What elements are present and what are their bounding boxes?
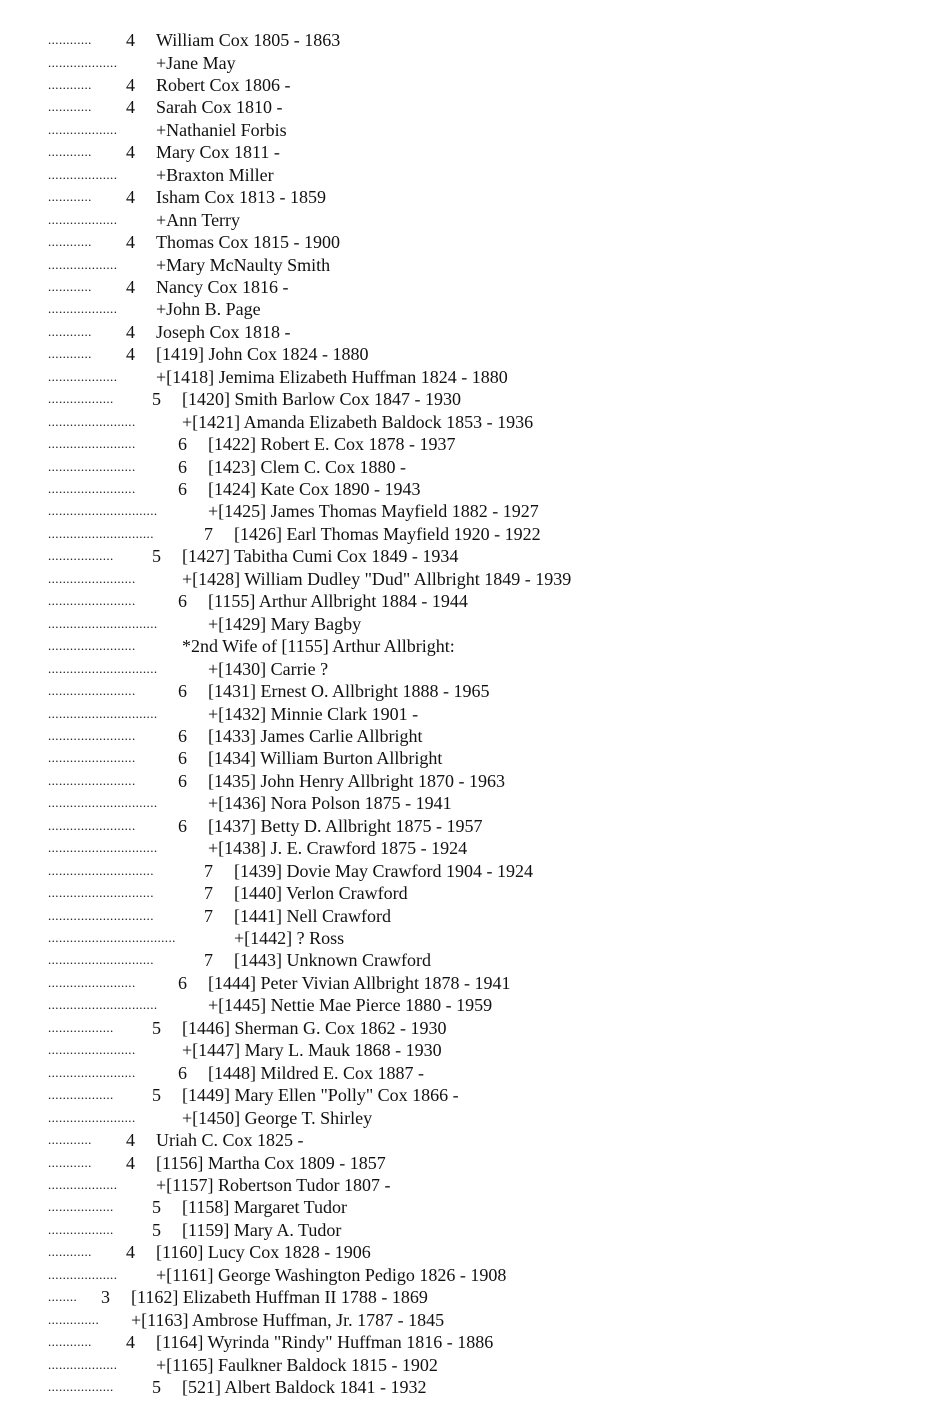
leader-dots: ........................ xyxy=(48,413,136,429)
descendant-row xyxy=(0,456,934,478)
leader-dots: ............ xyxy=(48,278,92,294)
leader-dots: ........................ xyxy=(48,1042,136,1058)
leader-dots: ............................. xyxy=(48,952,154,968)
descendant-row xyxy=(0,1017,934,1039)
spouse-name: +[1163] Ambrose Huffman, Jr. 1787 - 1845 xyxy=(131,1309,445,1330)
descendant-row xyxy=(0,96,934,118)
spouse-name: +Mary McNaulty Smith xyxy=(156,254,331,275)
leader-dots: ........................ xyxy=(48,974,136,990)
leader-dots: ................... xyxy=(48,1266,118,1282)
leader-dots: ................... xyxy=(48,54,118,70)
spouse-row xyxy=(0,298,934,320)
spouse-name: +[1430] Carrie ? xyxy=(208,658,329,679)
generation-number: 4 xyxy=(126,1242,135,1263)
spouse-row xyxy=(0,613,934,635)
generation-number: 6 xyxy=(178,1062,187,1083)
descendant-row xyxy=(0,321,934,343)
descendant-row xyxy=(0,74,934,96)
descendant-row xyxy=(0,1152,934,1174)
leader-dots: .............................. xyxy=(48,503,158,519)
leader-dots: .................. xyxy=(48,1379,114,1394)
descendant-row xyxy=(0,680,934,702)
descendant-row xyxy=(0,276,934,298)
leader-dots: ........................ xyxy=(48,772,136,788)
spouse-name: +[1161] George Washington Pedigo 1826 - 1908 xyxy=(156,1264,507,1285)
person-name: [1423] Clem C. Cox 1880 - xyxy=(208,456,406,477)
generation-number: 5 xyxy=(152,1377,161,1397)
leader-dots: ........................ xyxy=(48,727,136,743)
spouse-row xyxy=(0,994,934,1016)
generation-number: 6 xyxy=(178,591,187,612)
descendant-row xyxy=(0,141,934,163)
person-name: [1420] Smith Barlow Cox 1847 - 1930 xyxy=(182,389,461,410)
spouse-row xyxy=(0,1309,934,1331)
generation-number: 7 xyxy=(204,905,213,926)
spouse-row xyxy=(0,568,934,590)
descendant-row xyxy=(0,1219,934,1241)
generation-number: 5 xyxy=(152,1197,161,1218)
generation-number: 6 xyxy=(178,681,187,701)
generation-number: 6 xyxy=(178,972,187,993)
person-name: Uriah C. Cox 1825 - xyxy=(156,1130,304,1150)
leader-dots: ............................. xyxy=(48,862,154,878)
leader-dots: ............................. xyxy=(48,907,154,923)
person-name: [1164] Wyrinda "Rindy" Huffman 1816 - 1886 xyxy=(156,1332,494,1353)
leader-dots: ................... xyxy=(48,368,118,384)
generation-number: 5 xyxy=(152,546,161,567)
spouse-row xyxy=(0,927,934,949)
generation-number: 5 xyxy=(152,1017,161,1038)
generation-number: 4 xyxy=(126,142,135,163)
leader-dots: ............ xyxy=(48,189,92,205)
leader-dots: ............ xyxy=(48,346,92,362)
person-name: [1446] Sherman G. Cox 1862 - 1930 xyxy=(182,1017,447,1038)
spouse-name: +[1442] ? Ross xyxy=(234,928,345,948)
person-name: [1159] Mary A. Tudor xyxy=(182,1219,342,1240)
leader-dots: .............................. xyxy=(48,705,158,721)
leader-dots: ................... xyxy=(48,211,118,227)
leader-dots: ................................... xyxy=(48,930,176,945)
person-name: [1155] Arthur Allbright 1884 - 1944 xyxy=(208,591,468,612)
leader-dots: ........................ xyxy=(48,458,136,474)
spouse-row xyxy=(0,837,934,859)
descendant-row xyxy=(0,905,934,927)
spouse-row xyxy=(0,1107,934,1129)
generation-number: 4 xyxy=(126,344,135,365)
leader-dots: ............ xyxy=(48,99,92,115)
person-name: [1419] John Cox 1824 - 1880 xyxy=(156,344,369,365)
leader-dots: ................... xyxy=(48,166,118,182)
person-name: [1444] Peter Vivian Allbright 1878 - 1941 xyxy=(208,972,511,993)
generation-number: 3 xyxy=(101,1287,110,1308)
descendant-row xyxy=(0,972,934,994)
spouse-name: +[1450] George T. Shirley xyxy=(182,1107,373,1128)
person-name: [1158] Margaret Tudor xyxy=(182,1197,347,1218)
descendant-row xyxy=(0,882,934,904)
spouse-name: +[1157] Robertson Tudor 1807 - xyxy=(156,1175,391,1195)
spouse-row xyxy=(0,635,934,657)
generation-number: 4 xyxy=(126,97,135,118)
generation-number: 5 xyxy=(152,389,161,410)
leader-dots: ........................ xyxy=(48,570,136,586)
person-name: [1156] Martha Cox 1809 - 1857 xyxy=(156,1152,386,1173)
spouse-row xyxy=(0,703,934,725)
spouse-row xyxy=(0,209,934,231)
spouse-row xyxy=(0,1174,934,1196)
person-name: [1449] Mary Ellen "Polly" Cox 1866 - xyxy=(182,1085,459,1106)
leader-dots: .................. xyxy=(48,548,114,564)
leader-dots: .............................. xyxy=(48,615,158,631)
descendant-row xyxy=(0,725,934,747)
spouse-name: +[1429] Mary Bagby xyxy=(208,613,362,634)
leader-dots: ................... xyxy=(48,1356,118,1372)
generation-number: 7 xyxy=(204,523,213,544)
spouse-name: +[1421] Amanda Elizabeth Baldock 1853 - 1936 xyxy=(182,411,534,432)
person-name: William Cox 1805 - 1863 xyxy=(156,30,341,50)
spouse-name: +[1418] Jemima Elizabeth Huffman 1824 - 1880 xyxy=(156,366,508,387)
person-name: [1437] Betty D. Allbright 1875 - 1957 xyxy=(208,815,483,836)
generation-number: 4 xyxy=(126,30,135,50)
leader-dots: .............................. xyxy=(48,840,158,856)
person-name: [1439] Dovie May Crawford 1904 - 1924 xyxy=(234,860,533,881)
person-name: [1422] Robert E. Cox 1878 - 1937 xyxy=(208,434,456,455)
spouse-row xyxy=(0,52,934,74)
spouse-name: *2nd Wife of [1155] Arthur Allbright: xyxy=(182,636,455,657)
person-name: Isham Cox 1813 - 1859 xyxy=(156,187,326,208)
descendant-row xyxy=(0,388,934,410)
generation-number: 6 xyxy=(178,748,187,769)
leader-dots: ................... xyxy=(48,256,118,272)
spouse-name: +[1438] J. E. Crawford 1875 - 1924 xyxy=(208,838,468,859)
descendant-row xyxy=(0,433,934,455)
person-name: [1448] Mildred E. Cox 1887 - xyxy=(208,1062,424,1083)
descendant-row xyxy=(0,590,934,612)
generation-number: 6 xyxy=(178,434,187,455)
spouse-row xyxy=(0,1264,934,1286)
leader-dots: .................. xyxy=(48,391,114,407)
person-name: [1426] Earl Thomas Mayfield 1920 - 1922 xyxy=(234,523,541,544)
leader-dots: ............ xyxy=(48,1154,92,1170)
leader-dots: ........................ xyxy=(48,1064,136,1080)
descendant-row xyxy=(0,1286,934,1308)
person-name: [1440] Verlon Crawford xyxy=(234,883,408,904)
generation-number: 4 xyxy=(126,187,135,208)
descendant-row xyxy=(0,231,934,253)
spouse-row xyxy=(0,411,934,433)
spouse-row xyxy=(0,164,934,186)
person-name: Mary Cox 1811 - xyxy=(156,142,280,163)
descendant-row xyxy=(0,29,934,51)
generation-number: 4 xyxy=(126,321,135,342)
descendant-row xyxy=(0,523,934,545)
generation-number: 4 xyxy=(126,1332,135,1353)
person-name: [1441] Nell Crawford xyxy=(234,905,391,926)
spouse-name: +[1432] Minnie Clark 1901 - xyxy=(208,703,419,724)
leader-dots: ........................ xyxy=(48,683,136,698)
descendant-row xyxy=(0,1062,934,1084)
spouse-name: +[1445] Nettie Mae Pierce 1880 - 1959 xyxy=(208,995,493,1016)
spouse-name: +Ann Terry xyxy=(156,209,241,230)
generation-number: 7 xyxy=(204,950,213,971)
leader-dots: ............ xyxy=(48,144,92,160)
descendant-row xyxy=(0,860,934,882)
leader-dots: ........ xyxy=(48,1289,78,1305)
generation-number: 5 xyxy=(152,1085,161,1106)
descendant-row xyxy=(0,1376,934,1398)
generation-number: 4 xyxy=(126,276,135,297)
descendant-row xyxy=(0,1084,934,1106)
leader-dots: ........................ xyxy=(48,481,136,496)
leader-dots: ........................ xyxy=(48,750,136,766)
person-name: [1443] Unknown Crawford xyxy=(234,950,431,971)
spouse-name: +[1436] Nora Polson 1875 - 1941 xyxy=(208,793,452,814)
descendant-row xyxy=(0,343,934,365)
leader-dots: ............ xyxy=(48,323,92,339)
generation-number: 7 xyxy=(204,883,213,904)
generation-number: 4 xyxy=(126,1130,135,1150)
descendant-row xyxy=(0,770,934,792)
leader-dots: ............ xyxy=(48,234,92,249)
person-name: [1160] Lucy Cox 1828 - 1906 xyxy=(156,1242,371,1263)
leader-dots: ........................ xyxy=(48,638,136,654)
spouse-row xyxy=(0,792,934,814)
person-name: [1427] Tabitha Cumi Cox 1849 - 1934 xyxy=(182,546,459,567)
leader-dots: .................. xyxy=(48,1087,114,1103)
person-name: [1433] James Carlie Allbright xyxy=(208,725,423,746)
generation-number: 6 xyxy=(178,770,187,791)
leader-dots: ........................ xyxy=(48,1109,136,1125)
spouse-row xyxy=(0,366,934,388)
descendant-row xyxy=(0,815,934,837)
generation-number: 4 xyxy=(126,1152,135,1173)
person-name: [1431] Ernest O. Allbright 1888 - 1965 xyxy=(208,681,490,701)
descendant-row xyxy=(0,747,934,769)
spouse-row xyxy=(0,119,934,141)
leader-dots: ................... xyxy=(48,1177,118,1192)
person-name: [1162] Elizabeth Huffman II 1788 - 1869 xyxy=(131,1287,428,1308)
descendant-row xyxy=(0,1196,934,1218)
descendant-row xyxy=(0,1241,934,1263)
descendant-row xyxy=(0,478,934,500)
generation-number: 6 xyxy=(178,456,187,477)
leader-dots: .............. xyxy=(48,1311,100,1327)
spouse-row xyxy=(0,1354,934,1376)
leader-dots: ........................ xyxy=(48,436,136,452)
person-name: Nancy Cox 1816 - xyxy=(156,276,289,297)
leader-dots: ............................. xyxy=(48,525,154,541)
leader-dots: ............ xyxy=(48,1132,92,1147)
leader-dots: .................. xyxy=(48,1221,114,1237)
spouse-name: +Nathaniel Forbis xyxy=(156,119,287,140)
spouse-row xyxy=(0,500,934,522)
descendant-row xyxy=(0,1331,934,1353)
generation-number: 5 xyxy=(152,1219,161,1240)
leader-dots: .............................. xyxy=(48,660,158,676)
spouse-name: +Braxton Miller xyxy=(156,164,274,185)
generation-number: 7 xyxy=(204,860,213,881)
spouse-row xyxy=(0,658,934,680)
leader-dots: ............ xyxy=(48,1334,92,1350)
spouse-name: +John B. Page xyxy=(156,299,261,320)
person-name: Sarah Cox 1810 - xyxy=(156,97,283,118)
descendant-row xyxy=(0,186,934,208)
leader-dots: ........................ xyxy=(48,817,136,833)
person-name: Robert Cox 1806 - xyxy=(156,74,291,95)
generation-number: 4 xyxy=(126,74,135,95)
leader-dots: ............ xyxy=(48,1244,92,1260)
generation-number: 6 xyxy=(178,815,187,836)
leader-dots: .................. xyxy=(48,1019,114,1035)
descendant-row xyxy=(0,949,934,971)
spouse-name: +[1425] James Thomas Mayfield 1882 - 1927 xyxy=(208,501,539,522)
leader-dots: ............ xyxy=(48,76,92,92)
leader-dots: ............................. xyxy=(48,885,154,901)
spouse-name: +[1165] Faulkner Baldock 1815 - 1902 xyxy=(156,1354,438,1375)
generation-number: 6 xyxy=(178,725,187,746)
person-name: [1434] William Burton Allbright xyxy=(208,748,443,769)
leader-dots: .............................. xyxy=(48,997,158,1013)
spouse-row xyxy=(0,1039,934,1061)
generation-number: 6 xyxy=(178,479,187,499)
person-name: [521] Albert Baldock 1841 - 1932 xyxy=(182,1377,427,1397)
spouse-row xyxy=(0,254,934,276)
generation-number: 4 xyxy=(126,232,135,252)
leader-dots: .............................. xyxy=(48,795,158,811)
person-name: Thomas Cox 1815 - 1900 xyxy=(156,232,340,252)
person-name: Joseph Cox 1818 - xyxy=(156,321,291,342)
leader-dots: ............ xyxy=(48,32,92,47)
descendant-row xyxy=(0,1129,934,1151)
person-name: [1435] John Henry Allbright 1870 - 1963 xyxy=(208,770,505,791)
leader-dots: .................. xyxy=(48,1199,114,1215)
leader-dots: ................... xyxy=(48,301,118,317)
leader-dots: ........................ xyxy=(48,593,136,609)
leader-dots: ................... xyxy=(48,121,118,137)
spouse-name: +Jane May xyxy=(156,52,236,73)
descendant-row xyxy=(0,545,934,567)
spouse-name: +[1428] William Dudley "Dud" Allbright 1849 - 1939 xyxy=(182,568,572,589)
person-name: [1424] Kate Cox 1890 - 1943 xyxy=(208,479,421,499)
spouse-name: +[1447] Mary L. Mauk 1868 - 1930 xyxy=(182,1040,442,1061)
